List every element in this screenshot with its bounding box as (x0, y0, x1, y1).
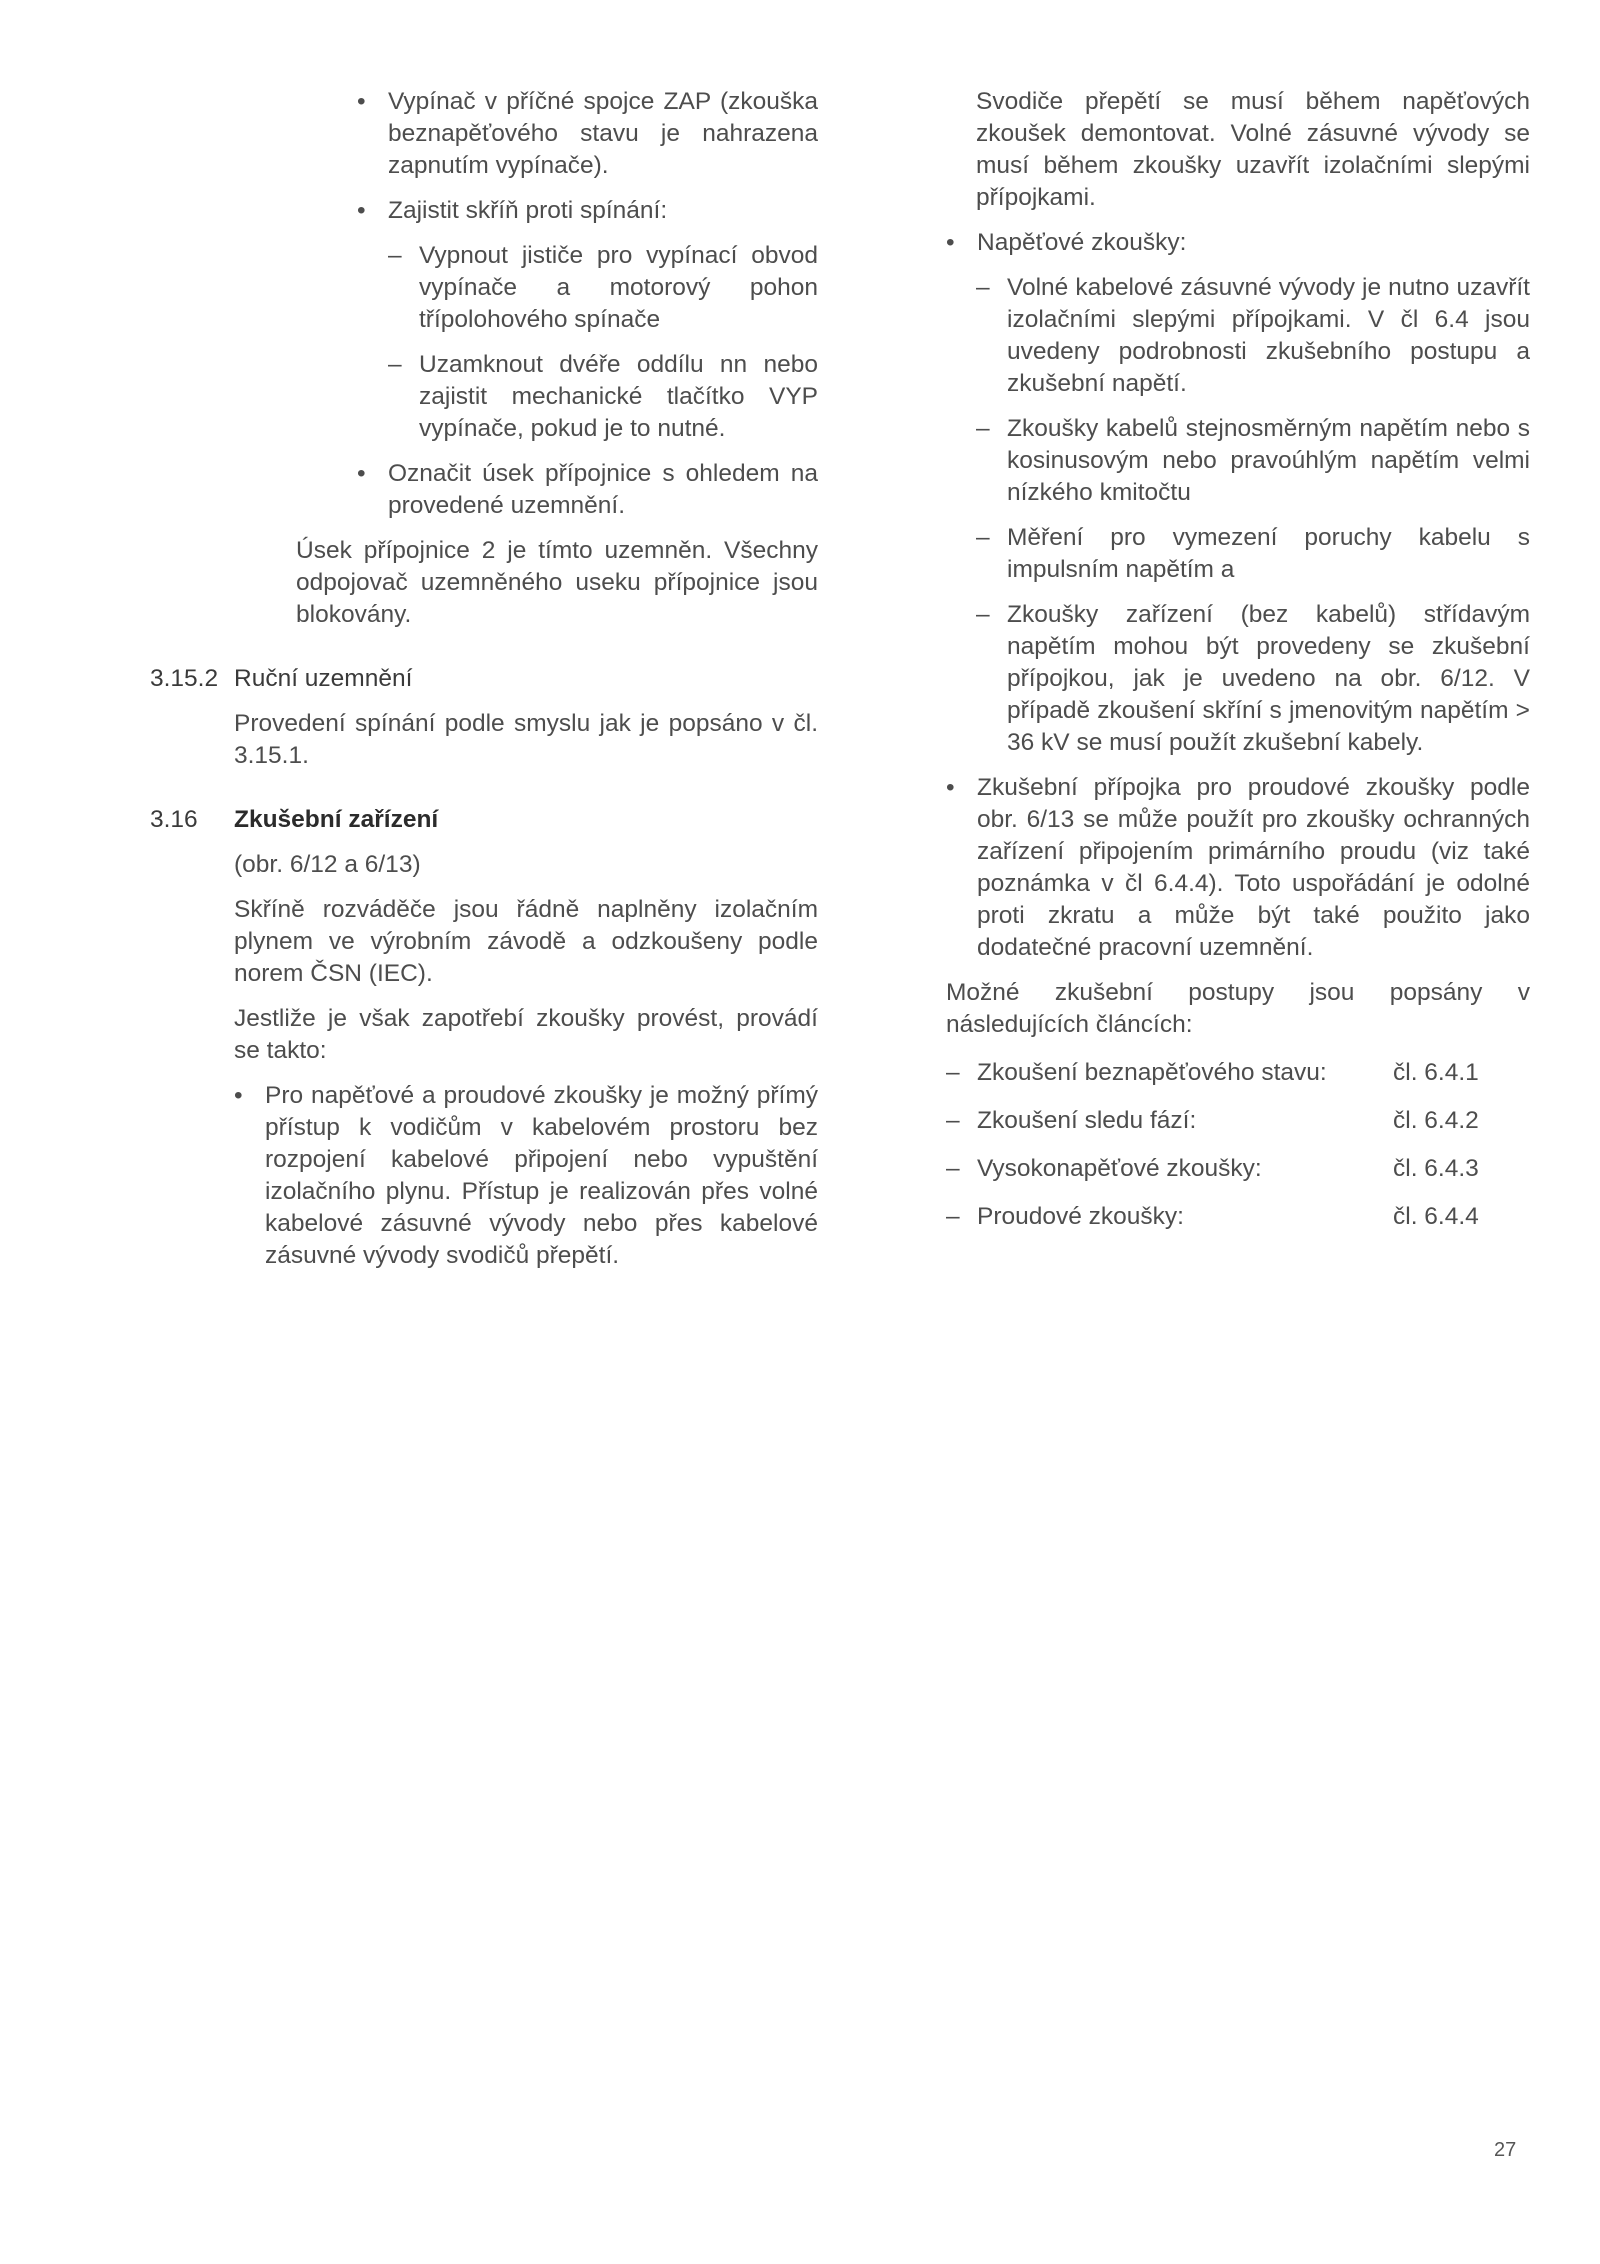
test-reference: čl. 6.4.2 (1393, 1107, 1479, 1134)
section-title: Ruční uzemnění (234, 665, 413, 692)
bullet-marker: • (357, 197, 366, 224)
dash-item (976, 413, 1530, 509)
dash-item (388, 240, 818, 336)
dash-text: Zkoušky zařízení (bez kabelů) střídavým napětím mohou být provedeny se zkušební přípojkou, jak je uvedeno na obr. 6/12. V případě zkoušení skříní s jmenovitým napětím > 36 kV se musí použít zkušební kabely. (1007, 601, 1530, 756)
bullet-marker: • (357, 460, 366, 487)
dash-item (976, 522, 1530, 586)
bullet-marker: • (357, 88, 366, 115)
paragraph: Svodiče přepětí se musí během napěťových zkoušek demontovat. Volné zásuvné vývody se musí během zkoušky uzavřít izolačními slepými přípojkami. (976, 88, 1530, 211)
right-column (946, 86, 1530, 1249)
bullet-text: Označit úsek přípojnice s ohledem na provedené uzemnění. (388, 460, 818, 519)
bullet-marker: • (234, 1082, 243, 1109)
dash-text: Uzamknout dvéře oddílu nn nebo zajistit mechanické tlačítko VYP vypínače, pokud je to nutné. (419, 351, 818, 442)
bullet-item (946, 772, 1530, 964)
section-number: 3.16 (150, 806, 198, 833)
test-procedure-list (946, 1057, 1530, 1233)
dash-text: Vypnout jističe pro vypínací obvod vypínače a motorový pohon třípolohového spínače (419, 242, 818, 333)
left-column (150, 86, 818, 1285)
dash-marker: – (946, 1155, 960, 1182)
test-procedure-item (946, 1105, 1530, 1137)
test-label: Zkoušení sledu fází: (977, 1107, 1197, 1134)
bullet-item (357, 86, 818, 182)
bullet-text: Pro napěťové a proudové zkoušky je možný přímý přístup k vodičům v kabelovém prostoru bez rozpojení kabelové připojení nebo vypuštění izolačního plynu. Přístup je realizován přes volné kabelové zásuvné vývody nebo přes kabelové zásuvné vývody svodičů přepětí. (265, 1082, 818, 1269)
paragraph: Možné zkušební postupy jsou popsány v následujících článcích: (946, 979, 1530, 1038)
test-procedure-item (946, 1153, 1530, 1185)
paragraph: Úsek přípojnice 2 je tímto uzemněn. Všechny odpojovač uzemněného useku přípojnice jsou blokovány. (296, 537, 818, 628)
bullet-item (357, 458, 818, 522)
dash-marker: – (976, 524, 990, 551)
dash-marker: – (976, 274, 990, 301)
paragraph: Skříně rozváděče jsou řádně naplněny izolačním plynem ve výrobním závodě a odzkoušeny podle norem ČSN (IEC). (234, 896, 818, 987)
test-label: Proudové zkoušky: (977, 1203, 1184, 1230)
dash-marker: – (388, 351, 402, 378)
bullet-marker: • (946, 229, 955, 256)
bullet-text: Vypínač v příčné spojce ZAP (zkouška beznapěťového stavu je nahrazena zapnutím vypínače). (388, 88, 818, 179)
test-label: Zkoušení beznapěťového stavu: (977, 1059, 1327, 1086)
section-heading (150, 804, 818, 836)
dash-marker: – (946, 1107, 960, 1134)
dash-marker: – (976, 601, 990, 628)
dash-text: Volné kabelové zásuvné vývody je nutno uzavřít izolačními slepými přípojkami. V čl 6.4 jsou uvedeny podrobnosti zkušebního postupu a zkušební napětí. (1007, 274, 1530, 397)
bullet-text: Zkušební přípojka pro proudové zkoušky podle obr. 6/13 se může použít pro zkoušky ochranných zařízení připojením primárního proudu (viz také poznámka v čl 6.4.4). Toto uspořádání je odolné proti zkratu a může být také použito jako dodatečné pracovní uzemnění. (977, 774, 1530, 961)
test-reference: čl. 6.4.1 (1393, 1059, 1479, 1086)
paragraph: Provedení spínání podle smyslu jak je popsáno v čl. 3.15.1. (234, 710, 818, 769)
test-label: Vysokonapěťové zkoušky: (977, 1155, 1262, 1182)
dash-text: Zkoušky kabelů stejnosměrným napětím nebo s kosinusovým nebo pravoúhlým napětím velmi nízkého kmitočtu (1007, 415, 1530, 506)
paragraph: Jestliže je však zapotřebí zkoušky provést, provádí se takto: (234, 1005, 818, 1064)
page-number: 27 (1494, 2139, 1517, 2161)
bullet-item (234, 1080, 818, 1272)
bullet-item (946, 227, 1530, 259)
dash-marker: – (976, 415, 990, 442)
dash-text: Měření pro vymezení poruchy kabelu s impulsním napětím a (1007, 524, 1530, 583)
bullet-marker: • (946, 774, 955, 801)
section-heading (150, 663, 818, 695)
section-title: Zkušební zařízení (234, 806, 439, 833)
test-reference: čl. 6.4.3 (1393, 1155, 1479, 1182)
paragraph: (obr. 6/12 a 6/13) (234, 851, 421, 878)
dash-item (976, 599, 1530, 759)
section-number: 3.15.2 (150, 665, 219, 692)
test-procedure-item (946, 1201, 1530, 1233)
bullet-text: Zajistit skříň proti spínání: (388, 197, 668, 224)
dash-marker: – (946, 1059, 960, 1086)
dash-item (388, 349, 818, 445)
test-procedure-item (946, 1057, 1530, 1089)
dash-marker: – (946, 1203, 960, 1230)
bullet-item (357, 195, 818, 227)
dash-item (976, 272, 1530, 400)
bullet-text: Napěťové zkoušky: (977, 229, 1187, 256)
dash-marker: – (388, 242, 402, 269)
test-reference: čl. 6.4.4 (1393, 1203, 1479, 1230)
